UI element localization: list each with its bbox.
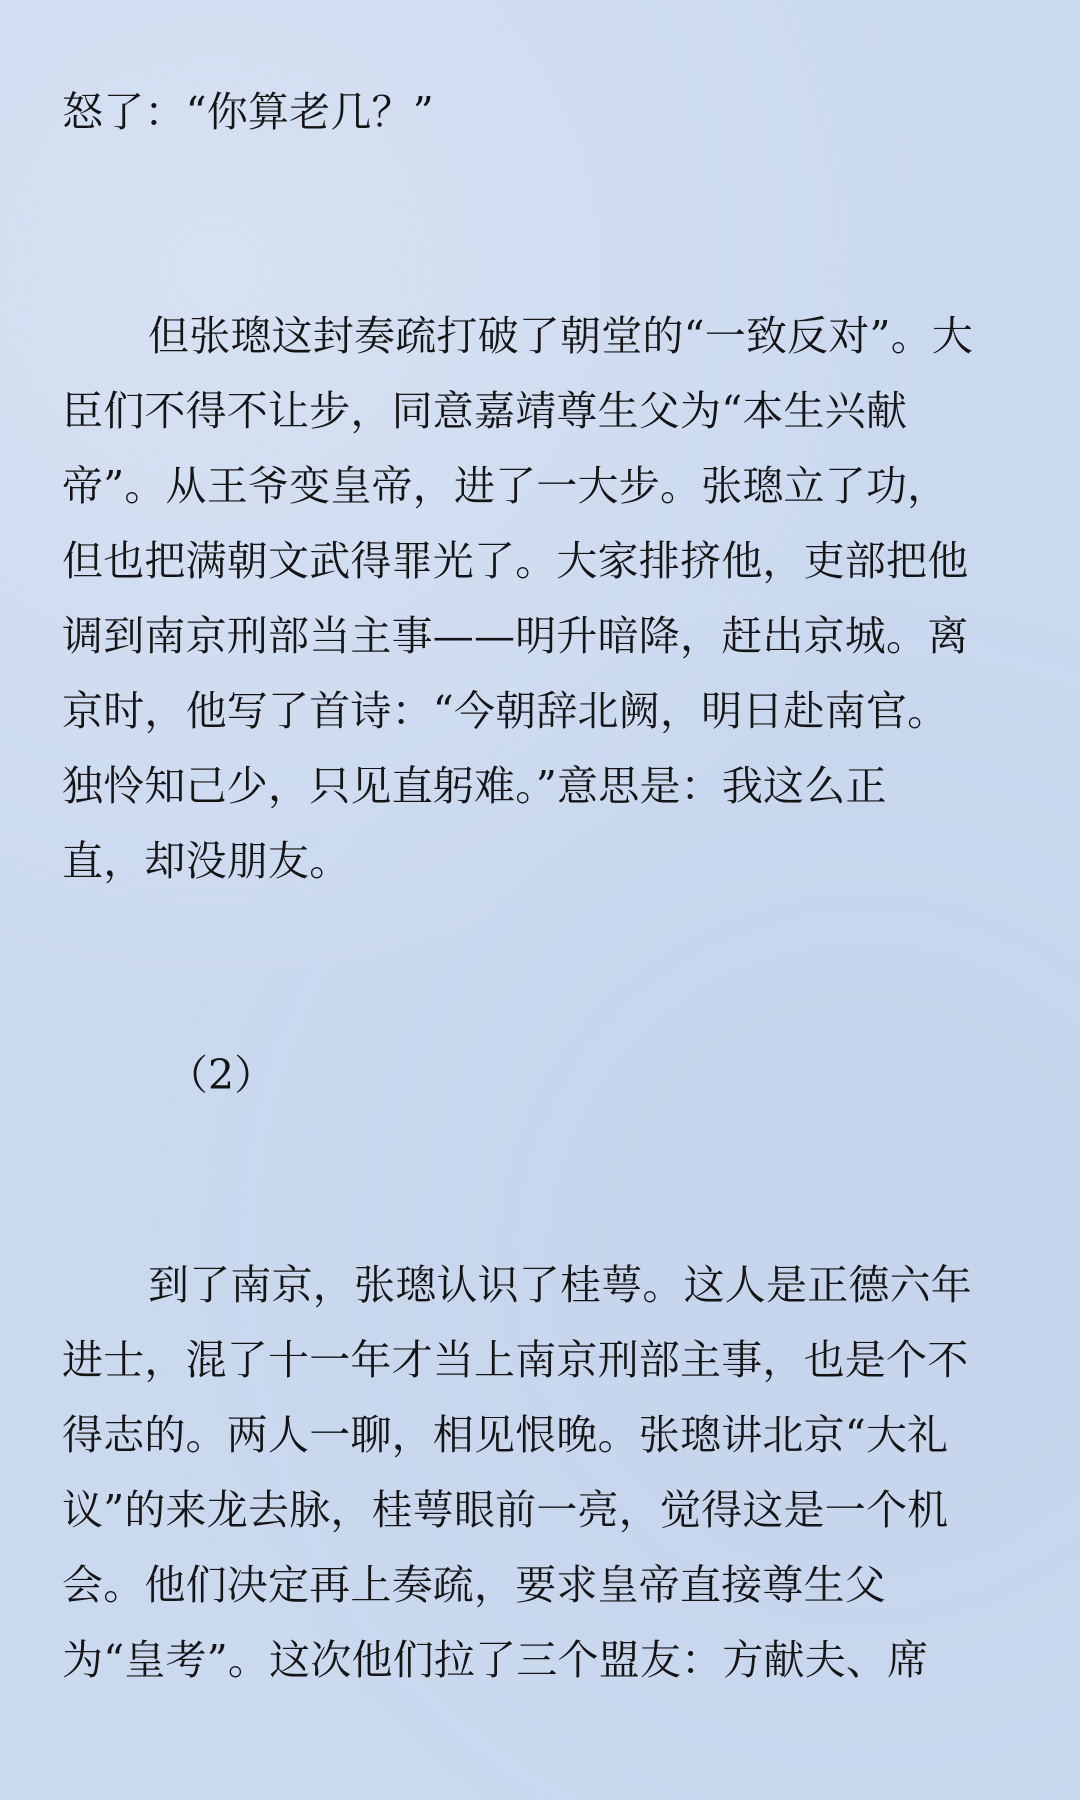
paragraph-1-line-5: 调到南京刑部当主事——明升暗降，赶出京城。离 [62, 612, 969, 660]
section-marker: （2） [167, 1051, 276, 1099]
paragraph-1-line-6: 京时，他写了首诗：“今朝辞北阙，明日赴南官。 [62, 687, 949, 735]
paragraph-1-line-2: 臣们不得不让步，同意嘉靖尊生父为“本生兴献 [62, 387, 908, 435]
paragraph-1-line-4: 但也把满朝文武得罪光了。大家排挤他，吏部把他 [62, 537, 969, 585]
paragraph-1-line-1: 但张璁这封奏疏打破了朝堂的“一致反对”。大 [148, 312, 974, 360]
paragraph-2-line-5: 会。他们决定再上奏疏，要求皇帝直接尊生父 [62, 1561, 886, 1609]
paragraph-1-line-7: 独怜知己少，只见直躬难。”意思是：我这么正 [62, 762, 887, 810]
paragraph-1-line-8: 直，却没朋友。 [62, 837, 351, 885]
paragraph-2-line-4: 议”的来龙去脉，桂萼眼前一亮，觉得这是一个机 [62, 1486, 949, 1534]
top-text-line: 怒了：“你算老几？” [62, 88, 434, 136]
paragraph-2-line-1: 到了南京，张璁认识了桂萼。这人是正德六年 [148, 1261, 972, 1309]
paragraph-2-line-2: 进士，混了十一年才当上南京刑部主事，也是个不 [62, 1336, 969, 1384]
paragraph-2-line-6: 为“皇考”。这次他们拉了三个盟友：方献夫、席 [62, 1636, 929, 1684]
paragraph-2-line-3: 得志的。两人一聊，相见恨晚。张璁讲北京“大礼 [62, 1411, 949, 1459]
paragraph-1-line-3: 帝”。从王爷变皇帝，进了一大步。张璁立了功， [62, 462, 949, 510]
